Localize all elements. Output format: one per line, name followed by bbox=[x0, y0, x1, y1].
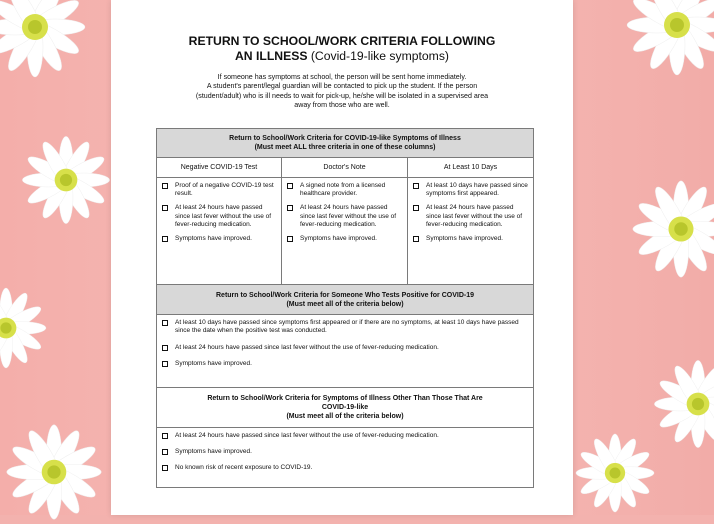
flower-decoration bbox=[0, 0, 90, 82]
document-page bbox=[111, 0, 573, 515]
checklist-item: Symptoms have improved. bbox=[162, 448, 530, 456]
section1-header: Return to School/Work Criteria for COVID-19-like Symptoms of Illness (Must meet ALL three criteria in one of these columns) bbox=[157, 129, 534, 158]
intro-line: away from those who are well. bbox=[294, 100, 390, 109]
checklist-item: Symptoms have improved. bbox=[413, 235, 530, 243]
checkbox-icon bbox=[162, 236, 168, 242]
column-header-negative-test: Negative COVID-19 Test bbox=[157, 157, 282, 177]
checklist-item: Symptoms have improved. bbox=[162, 235, 278, 243]
checklist-item: At least 24 hours have passed since last fever without the use of fever-reducing medication. bbox=[162, 204, 278, 229]
intro-line: A student's parent/legal guardian will be contacted to pick up the student. If the person bbox=[206, 82, 478, 91]
flower-decoration bbox=[572, 430, 658, 516]
checkbox-icon bbox=[413, 205, 419, 211]
flower-decoration bbox=[2, 420, 106, 524]
intro-line: (student/adult) who is ill needs to wait for pick-up, he/she will be isolated in a supervised area bbox=[195, 91, 489, 100]
ten-days-criteria bbox=[408, 178, 534, 285]
checkbox-icon bbox=[162, 320, 168, 326]
positive-test-criteria bbox=[157, 315, 534, 388]
column-header-ten-days: At Least 10 Days bbox=[408, 157, 534, 177]
flower-decoration bbox=[18, 132, 114, 228]
checklist-item: A signed note from a licensed healthcare provider. bbox=[287, 182, 404, 198]
negative-test-criteria bbox=[157, 178, 282, 285]
criteria-table bbox=[156, 128, 534, 488]
checkbox-icon bbox=[162, 205, 168, 211]
title-line-2 bbox=[111, 49, 573, 64]
checklist-item: At least 24 hours have passed since last fever without the use of fever-reducing medication. bbox=[287, 204, 404, 229]
checklist-item: At least 10 days have passed since symptoms first appeared or if there are no symptoms, at least 10 days have passed since the date when the positive test was conducted. bbox=[162, 319, 530, 335]
title-line-2-bold: AN ILLNESS bbox=[235, 49, 308, 63]
intro-paragraph bbox=[147, 73, 537, 110]
title-line-1: RETURN TO SCHOOL/WORK CRITERIA FOLLOWING bbox=[188, 34, 496, 48]
checkbox-icon bbox=[287, 183, 293, 189]
section3-header: Return to School/Work Criteria for Symptoms of Illness Other Than Those That Are COVID-19-like (Must meet all of the criteria below) bbox=[157, 387, 534, 427]
column-header-doctors-note: Doctor's Note bbox=[282, 157, 408, 177]
checkbox-icon bbox=[162, 361, 168, 367]
checklist-item: No known risk of recent exposure to COVID-19. bbox=[162, 464, 530, 472]
checklist-item: At least 24 hours have passed since last fever without the use of fever-reducing medication. bbox=[162, 344, 530, 352]
checkbox-icon bbox=[413, 236, 419, 242]
checkbox-icon bbox=[162, 345, 168, 351]
checkbox-icon bbox=[287, 236, 293, 242]
document-title bbox=[111, 34, 573, 64]
checkbox-icon bbox=[162, 465, 168, 471]
checklist-item: At least 10 days have passed since symptoms first appeared. bbox=[413, 182, 530, 198]
checkbox-icon bbox=[162, 433, 168, 439]
checkbox-icon bbox=[162, 449, 168, 455]
checklist-item: At least 24 hours have passed since last fever without the use of fever-reducing medication. bbox=[162, 432, 530, 440]
flower-decoration bbox=[0, 284, 50, 372]
title-subtitle: (Covid-19-like symptoms) bbox=[307, 49, 449, 63]
doctors-note-criteria bbox=[282, 178, 408, 285]
checklist-item: At least 24 hours have passed since last fever without the use of fever-reducing medication. bbox=[413, 204, 530, 229]
checkbox-icon bbox=[162, 183, 168, 189]
checklist-item: Proof of a negative COVID-19 test result. bbox=[162, 182, 278, 198]
other-illness-criteria bbox=[157, 427, 534, 487]
flower-decoration bbox=[650, 356, 714, 452]
checklist-item: Symptoms have improved. bbox=[162, 360, 530, 368]
flower-decoration bbox=[628, 176, 714, 282]
checkbox-icon bbox=[287, 205, 293, 211]
checkbox-icon bbox=[413, 183, 419, 189]
intro-line: If someone has symptoms at school, the person will be sent home immediately. bbox=[217, 73, 467, 81]
section2-header: Return to School/Work Criteria for Someone Who Tests Positive for COVID-19 (Must meet all of the criteria below) bbox=[157, 285, 534, 315]
checklist-item: Symptoms have improved. bbox=[287, 235, 404, 243]
flower-decoration bbox=[622, 0, 714, 80]
